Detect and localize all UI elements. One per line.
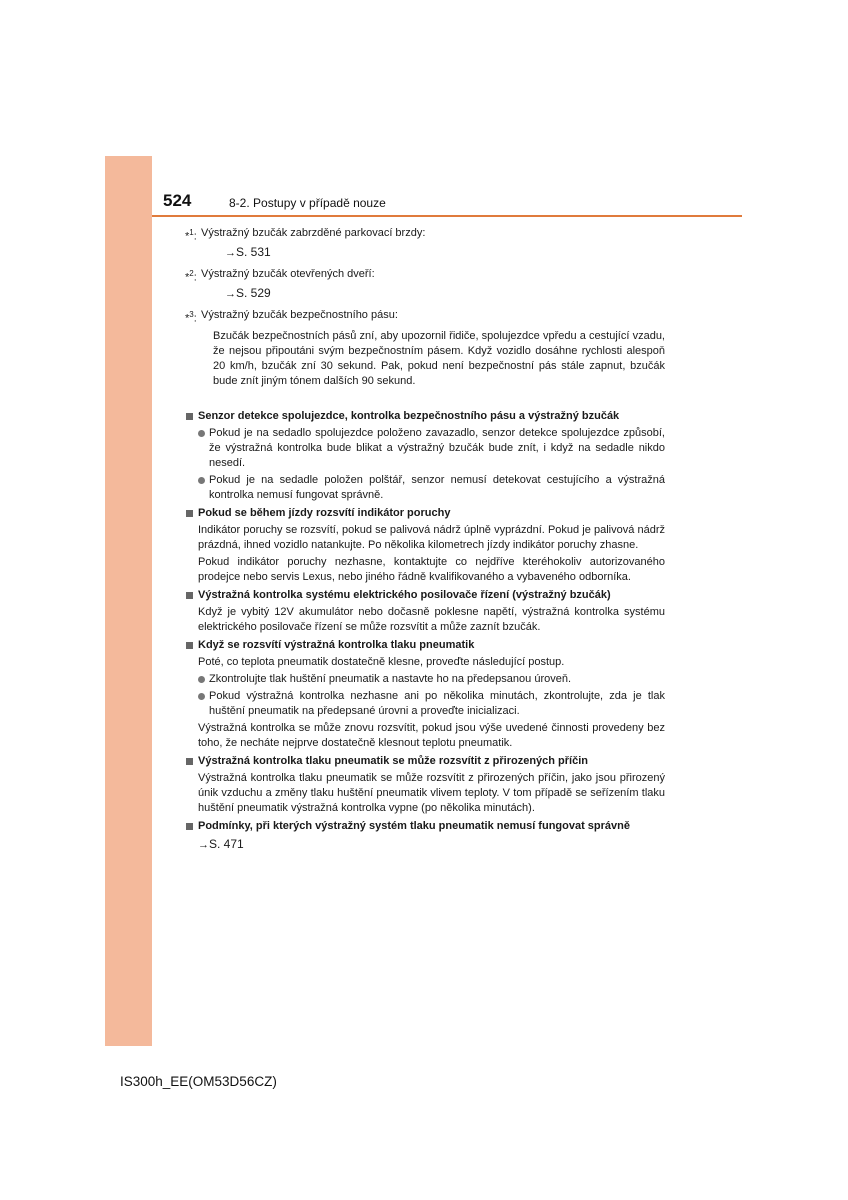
arrow-right-icon: → bbox=[225, 288, 236, 300]
page-content bbox=[185, 222, 665, 853]
chapter-side-tab bbox=[105, 156, 152, 1046]
footnote-text: Výstražný bzučák otevřených dveří: bbox=[201, 268, 375, 280]
header-divider bbox=[152, 215, 742, 217]
circle-bullet-icon bbox=[198, 676, 205, 683]
footnote-body: Bzučák bezpečnostních pásů zní, aby upozornil řidiče, spolujezdce vpředu a cestující vzadu, že nejsou připoutáni svým bezpečnostním pásem. Když vozidlo dosáhne rychlosti alespoň 20 km/h, bzučák zní 30 sekund. Pak, pokud není bezpečnostní pás stále zapnut, bzučák bude znít jiným tónem dalších 90 sekund. bbox=[213, 330, 665, 387]
arrow-right-icon: → bbox=[198, 839, 209, 851]
square-bullet-icon bbox=[186, 592, 193, 599]
section-power-steering bbox=[185, 588, 665, 635]
square-bullet-icon bbox=[186, 413, 193, 420]
section-natural-causes bbox=[185, 754, 665, 816]
footnote-marker: *$^1$: bbox=[185, 228, 197, 243]
paragraph: Výstražná kontrolka tlaku pneumatik se může rozsvítit z přirozených příčin, jako jsou přirozený únik vzduchu a změny tlaku huštění pneumatik vlivem teploty. V tom případě se seřízením tlaku huštění pneumatik výstražná kontrolka vypne (po několika minutách). bbox=[198, 772, 665, 814]
page-reference[interactable]: →S. 531 bbox=[225, 245, 271, 259]
footnote-2 bbox=[185, 267, 665, 282]
page-number: 524 bbox=[163, 191, 192, 210]
list-item: Zkontrolujte tlak huštění pneumatik a nastavte ho na předepsanou úroveň. bbox=[185, 672, 665, 687]
circle-bullet-icon bbox=[198, 430, 205, 437]
footnote-3 bbox=[185, 308, 665, 323]
paragraph: Pokud indikátor poruchy nezhasne, kontaktujte co nejdříve kteréhokoliv autorizovaného prodejce nebo servis Lexus, nebo jiného řádně kvalifikovaného a vybaveného odborníka. bbox=[198, 556, 665, 583]
footnote-marker: *$^3$: bbox=[185, 310, 197, 325]
section-tire-pressure-light bbox=[185, 638, 665, 751]
paragraph: Když je vybitý 12V akumulátor nebo dočasně poklesne napětí, výstražná kontrolka systému elektrického posilovače řízení se může rozsvítit a může zaznít bzučák. bbox=[198, 606, 665, 633]
section-conditions bbox=[185, 819, 665, 853]
section-heading: Výstražná kontrolka tlaku pneumatik se může rozsvítit z přirozených příčin bbox=[185, 754, 665, 769]
paragraph: Výstražná kontrolka se může znovu rozsvítit, pokud jsou výše uvedené činnosti provedeny bez toho, že necháte nejprve dostatečně klesnout teplotu pneumatik. bbox=[198, 722, 665, 749]
section-heading: Pokud se během jízdy rozsvítí indikátor poruchy bbox=[185, 506, 665, 521]
section-heading: Senzor detekce spolujezdce, kontrolka bezpečnostního pásu a výstražný bzučák bbox=[185, 409, 665, 424]
arrow-right-icon: → bbox=[225, 247, 236, 259]
circle-bullet-icon bbox=[198, 693, 205, 700]
section-title: 8-2. Postupy v případě nouze bbox=[229, 196, 386, 210]
list-item: Pokud výstražná kontrolka nezhasne ani po několika minutách, zkontrolujte, zda je tlak huštění pneumatik na předepsané úrovni a proveďte inicializaci. bbox=[185, 689, 665, 719]
section-heading: Výstražná kontrolka systému elektrického posilovače řízení (výstražný bzučák) bbox=[185, 588, 665, 603]
circle-bullet-icon bbox=[198, 477, 205, 484]
footnote-text: Výstražný bzučák bezpečnostního pásu: bbox=[201, 309, 398, 321]
section-passenger-detection bbox=[185, 409, 665, 503]
page-reference[interactable]: →S. 529 bbox=[225, 286, 271, 300]
list-item: Pokud je na sedadle položen polštář, senzor nemusí detekovat cestujícího a výstražná kontrolka nemusí fungovat správně. bbox=[185, 473, 665, 503]
footnote-text: Výstražný bzučák zabrzděné parkovací brzdy: bbox=[201, 227, 426, 239]
footnote-marker: *$^2$: bbox=[185, 269, 197, 284]
section-malfunction-indicator bbox=[185, 506, 665, 585]
square-bullet-icon bbox=[186, 642, 193, 649]
section-heading: Podmínky, při kterých výstražný systém tlaku pneumatik nemusí fungovat správně bbox=[185, 819, 665, 834]
square-bullet-icon bbox=[186, 510, 193, 517]
square-bullet-icon bbox=[186, 758, 193, 765]
paragraph: Poté, co teplota pneumatik dostatečně klesne, proveďte následující postup. bbox=[198, 656, 565, 668]
list-item: Pokud je na sedadlo spolujezdce položeno zavazadlo, senzor detekce spolujezdce způsobí, že výstražná kontrolka bude blikat a výstražný bzučák bude znít, i když na sedadle nikdo nesedí. bbox=[185, 426, 665, 471]
paragraph: Indikátor poruchy se rozsvítí, pokud se palivová nádrž úplně vyprázdní. Pokud je palivová nádrž prázdná, ihned vozidlo natankujte. Po několika kilometrech jízdy indikátor poruchy zhasne. bbox=[198, 524, 665, 551]
footnote-1 bbox=[185, 226, 665, 241]
square-bullet-icon bbox=[186, 823, 193, 830]
footer-model-code: IS300h_EE(OM53D56CZ) bbox=[120, 1074, 277, 1089]
page-reference[interactable]: →S. 471 bbox=[198, 837, 244, 851]
section-heading: Když se rozsvítí výstražná kontrolka tlaku pneumatik bbox=[185, 638, 665, 653]
